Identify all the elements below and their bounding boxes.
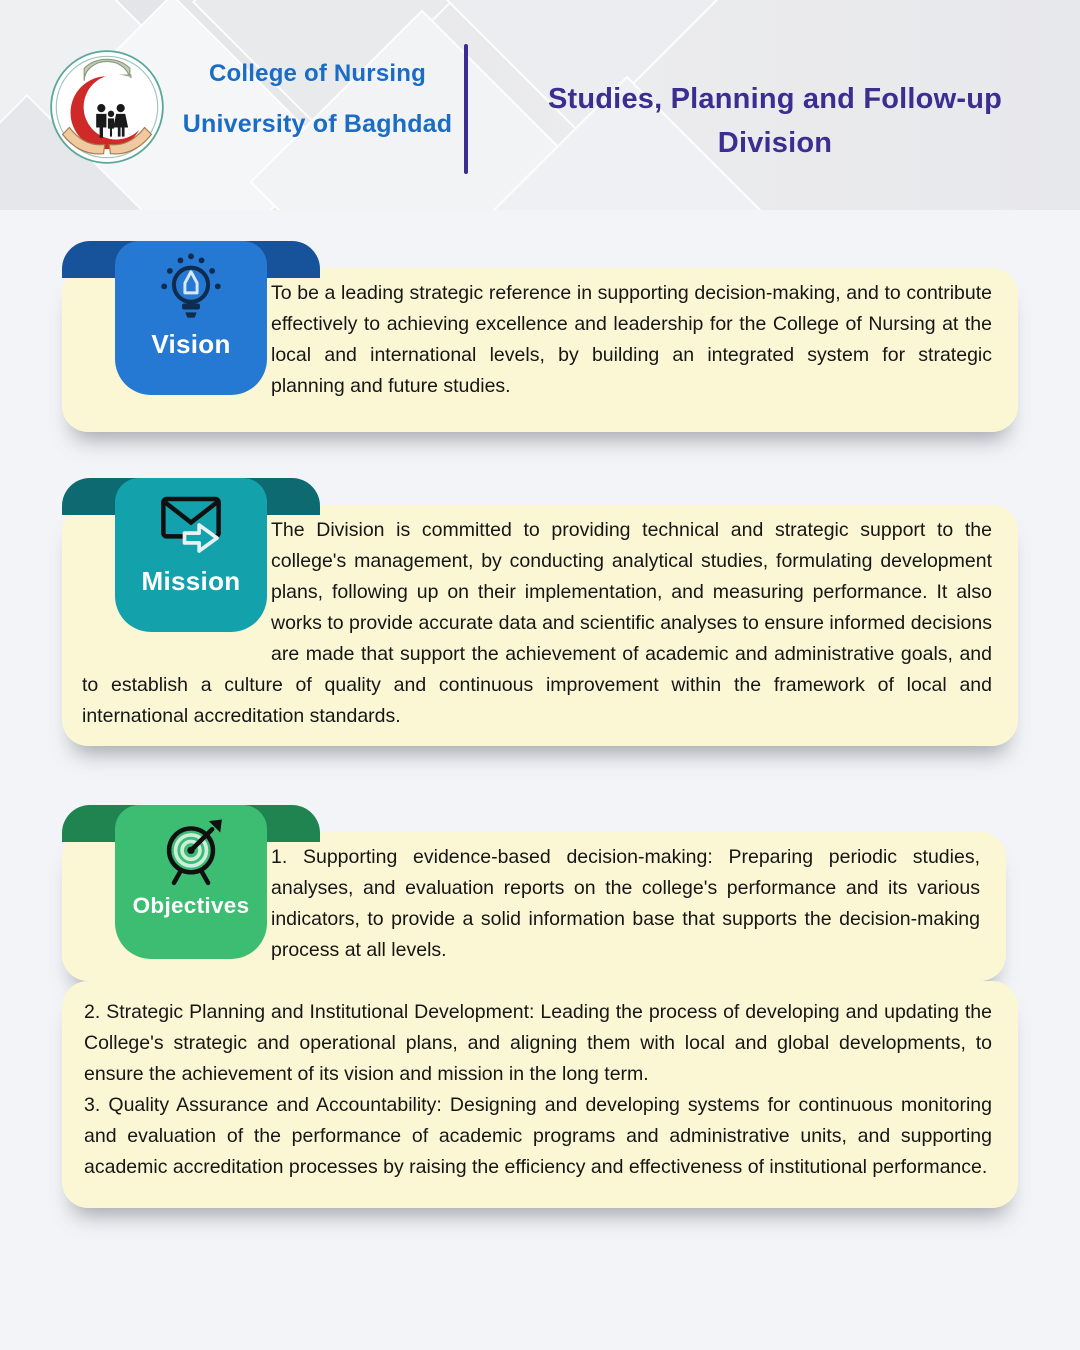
lightbulb-idea-icon	[152, 249, 230, 327]
mission-ribbon-body	[115, 478, 267, 632]
envelope-forward-icon	[152, 486, 230, 564]
vision-badge	[62, 241, 267, 395]
vision-text: To be a leading strategic reference in supporting decision-making, and to contribute effectively to achieving excellence and leadership for the College of Nursing at the local and international levels, by building an integrated system for strategic planning and future studies.	[271, 282, 992, 397]
objective-item-3: 3. Quality Assurance and Accountability: Designing and developing systems for continuous monitoring and evaluation of the performance of academic programs and administrative units, and supporting academic accreditation processes by raising the efficiency and effectiveness of institutional performance.	[84, 1094, 992, 1178]
vision-ribbon-body	[115, 241, 267, 395]
division-title: Studies, Planning and Follow-up Division	[547, 83, 1003, 159]
mission-section	[62, 505, 1018, 746]
vision-section	[62, 268, 1018, 432]
college-emblem-icon	[50, 50, 164, 164]
university-name: University of Baghdad	[182, 110, 453, 138]
mission-panel	[62, 505, 1018, 746]
mission-text: The Division is committed to providing technical and strategic support to the college's management, by conducting analytical studies, formulating development plans, following up on their implementation, and measuring performance. It also works to provide accurate data and scientific analyses to ensure informed decisions are made that support the achievement of academic and administrative goals, and to establish a culture of quality and continuous improvement within the framework of local and international accreditation standards.	[82, 519, 992, 727]
objectives-section	[62, 832, 1018, 1208]
page-header	[0, 0, 1080, 210]
objective-item-1: 1. Supporting evidence-based decision-making: Preparing periodic studies, analyses, and evaluation reports on the college's performance and its various indicators, to provide a solid information base that supports the decision-making process at all levels.	[271, 846, 980, 961]
objectives-label: Objectives	[132, 893, 250, 918]
college-name: College of Nursing	[209, 60, 426, 87]
objectives-badge	[62, 805, 267, 959]
objective-item-2: 2. Strategic Planning and Institutional Development: Leading the process of developing and updating the College's strategic and operational plans, and aligning them with local and global developments, to ensure the achievement of its vision and mission in the long term.	[84, 1001, 992, 1085]
vision-panel	[62, 268, 1018, 432]
college-logo	[50, 50, 164, 164]
header-divider	[464, 44, 468, 174]
objectives-panel-top	[62, 832, 1006, 981]
vision-label: Vision	[151, 329, 231, 359]
target-arrow-icon	[152, 813, 230, 891]
mission-badge	[62, 478, 267, 632]
objectives-panel-bottom	[62, 981, 1018, 1208]
mission-label: Mission	[141, 566, 241, 596]
objectives-ribbon-body	[115, 805, 267, 959]
content	[0, 268, 1080, 1208]
